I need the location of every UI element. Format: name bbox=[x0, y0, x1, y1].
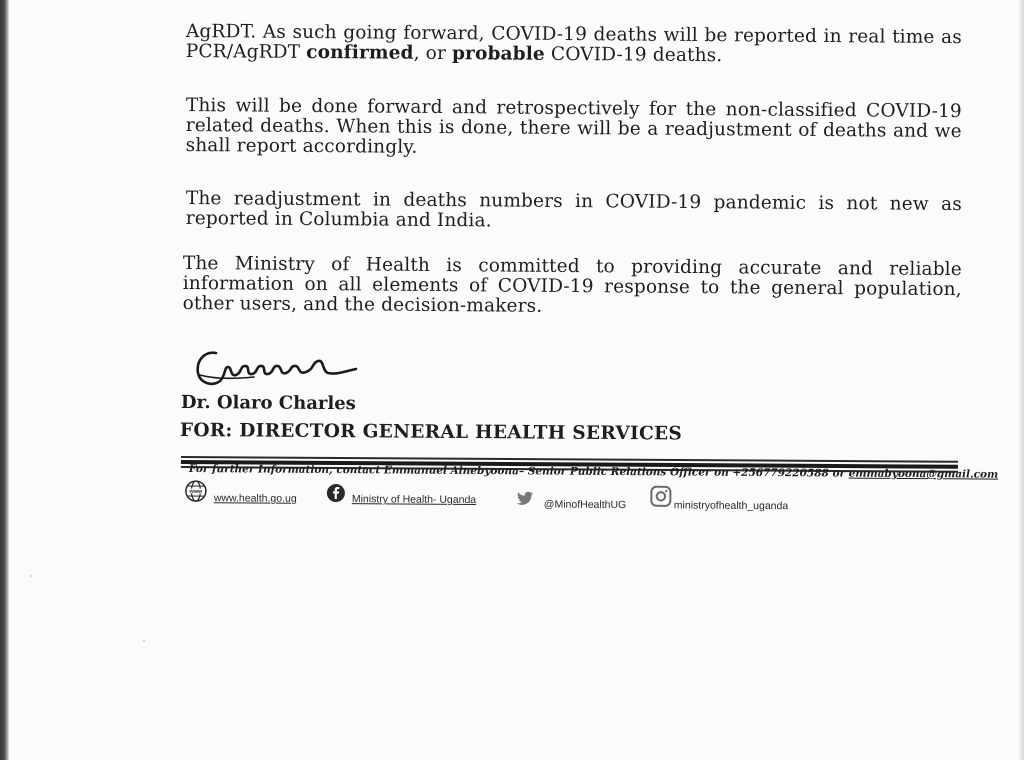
bold-term: probable bbox=[451, 43, 545, 65]
social-links bbox=[184, 476, 824, 520]
bold-term: confirmed bbox=[306, 41, 414, 64]
scan-speck bbox=[30, 575, 32, 577]
instagram-icon bbox=[650, 485, 672, 507]
contact-email-link[interactable]: emmabyoona@gmail.com bbox=[848, 467, 999, 481]
website-link-label: www.health.go.ug bbox=[213, 492, 297, 505]
text-run: , or bbox=[413, 42, 453, 65]
paragraph-4 bbox=[183, 254, 962, 320]
paragraph-3 bbox=[186, 189, 962, 235]
twitter-icon bbox=[516, 491, 534, 506]
globe-icon bbox=[184, 479, 208, 503]
scan-speck bbox=[143, 640, 145, 642]
text-run: The readjustment in deaths numbers in COVID-19 pandemic is not new as reported in Columbia and India. bbox=[185, 188, 962, 232]
facebook-link[interactable] bbox=[326, 481, 476, 506]
page-left-edge bbox=[0, 0, 9, 760]
svg-text:www: www bbox=[189, 488, 203, 495]
twitter-link-label: @MinofHealthUG bbox=[543, 498, 627, 512]
text-run: This will be done forward and retrospectively for the non-classified COVID-19 related deaths. When this is done, there will be a readjustment of deaths and we shall report accordingly. bbox=[185, 95, 962, 158]
website-link[interactable] bbox=[184, 478, 297, 505]
signatory-title: FOR: DIRECTOR GENERAL HEALTH SERVICES bbox=[179, 420, 683, 445]
text-run: The Ministry of Health is committed to providing accurate and reliable information on all elements of COVID-19 response to the general population, other users, and the decision-makers. bbox=[182, 253, 962, 317]
paragraph-2 bbox=[186, 96, 962, 162]
facebook-icon bbox=[326, 483, 346, 503]
signatory-name: Dr. Olaro Charles bbox=[180, 392, 356, 415]
text-run: AgRDT. As such going forward, COVID-19 deaths will be reported in real time as PCR/AgRDT bbox=[185, 21, 962, 63]
contact-text: For further Information, contact Emmanuel Ainebyoona– Senior Public Relations Officer on +256779220588 or bbox=[188, 463, 849, 480]
instagram-link-label: ministryofhealth_uganda bbox=[673, 499, 789, 513]
paragraph-1 bbox=[186, 22, 962, 68]
page-right-edge bbox=[1018, 0, 1024, 760]
instagram-link[interactable] bbox=[650, 481, 789, 512]
text-run: COVID-19 deaths. bbox=[544, 43, 723, 67]
handwritten-signature bbox=[194, 345, 364, 393]
twitter-link[interactable] bbox=[516, 486, 627, 511]
facebook-link-label: Ministry of Health- Uganda bbox=[351, 493, 477, 507]
